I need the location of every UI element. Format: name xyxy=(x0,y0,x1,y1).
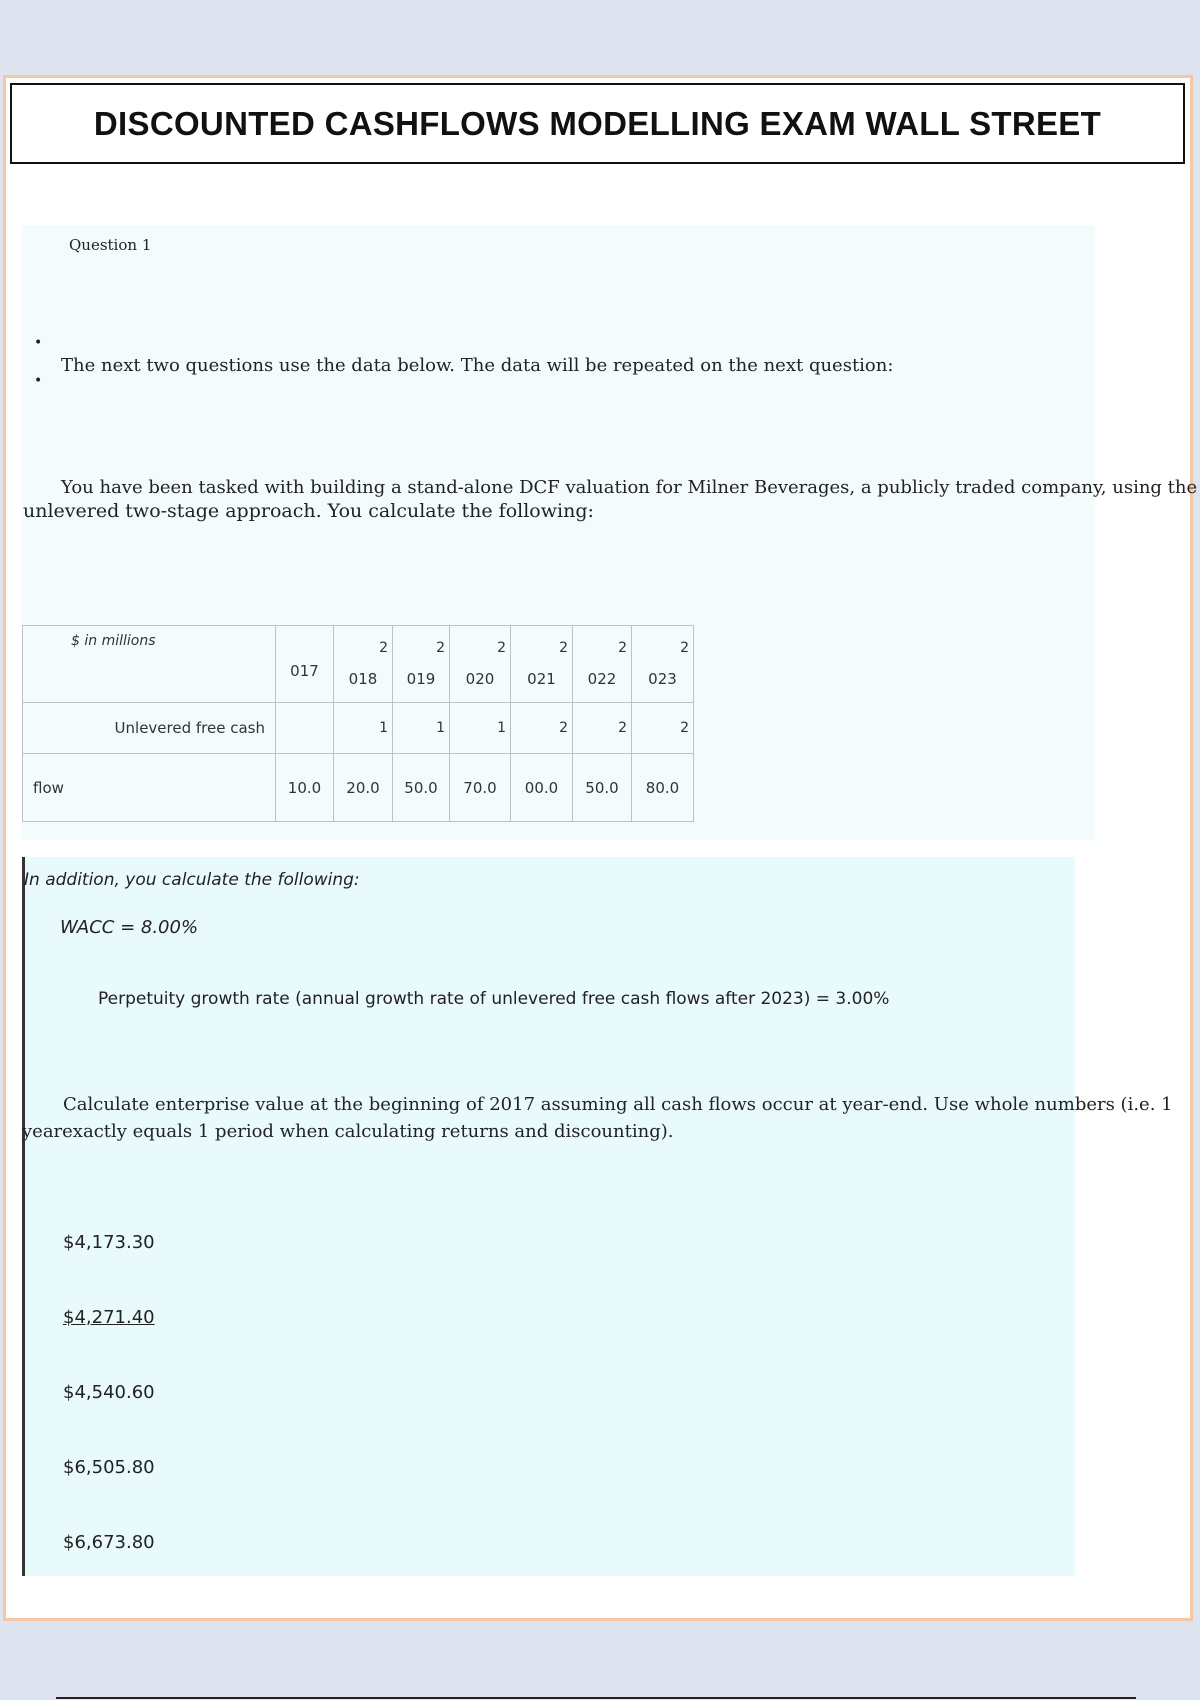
task-text-line-2: unlevered two-stage approach. You calculate the following: xyxy=(23,500,594,522)
cell: 50.0 xyxy=(393,754,450,822)
answer-option-3[interactable]: $4,540.60 xyxy=(63,1382,155,1403)
unit-label: $ in millions xyxy=(23,626,276,703)
calc-text-line-1: Calculate enterprise value at the beginning of 2017 assuming all cash flows occur at year-end. Use whole numbers (i.e. 1 xyxy=(63,1094,1173,1115)
row-label: Unlevered free cash xyxy=(23,703,276,754)
calc-text-line-2: yearexactly equals 1 period when calculating returns and discounting). xyxy=(22,1121,674,1142)
row-label: flow xyxy=(23,754,276,822)
cell: 10.0 xyxy=(276,754,334,822)
cell: 2 xyxy=(573,703,632,754)
answer-option-5[interactable]: $6,673.80 xyxy=(63,1532,155,1553)
year-cell: 2 020 xyxy=(450,626,511,703)
footer-divider xyxy=(56,1697,1136,1699)
table-row xyxy=(23,754,694,822)
cell: 2 xyxy=(511,703,573,754)
year-cell: 2 023 xyxy=(632,626,694,703)
year-cell: 2 018 xyxy=(334,626,393,703)
year-cell: 2 019 xyxy=(393,626,450,703)
year-cell: 017 xyxy=(276,626,334,703)
task-text-line-1: You have been tasked with building a stand-alone DCF valuation for Milner Beverages, a publicly traded company, using the xyxy=(61,477,1198,498)
cell: 2 xyxy=(632,703,694,754)
cashflow-table xyxy=(22,625,694,822)
cell: 70.0 xyxy=(450,754,511,822)
cell xyxy=(276,703,334,754)
cell: 1 xyxy=(450,703,511,754)
cell: 80.0 xyxy=(632,754,694,822)
year-cell: 2 021 xyxy=(511,626,573,703)
cell: 1 xyxy=(334,703,393,754)
page-title: DISCOUNTED CASHFLOWS MODELLING EXAM WALL STREET xyxy=(93,104,1102,142)
title-box xyxy=(10,83,1185,164)
cell: 20.0 xyxy=(334,754,393,822)
table-header-row xyxy=(23,626,694,703)
answer-option-4[interactable]: $6,505.80 xyxy=(63,1457,155,1478)
question-label: Question 1 xyxy=(69,236,152,254)
cell: 1 xyxy=(393,703,450,754)
year-cell: 2 022 xyxy=(573,626,632,703)
bullet-icon: • xyxy=(34,373,43,389)
addition-text: In addition, you calculate the following: xyxy=(24,870,360,890)
intro-text: The next two questions use the data below. The data will be repeated on the next question: xyxy=(61,355,894,376)
answer-option-2[interactable]: $4,271.40 xyxy=(63,1307,155,1328)
table-row xyxy=(23,703,694,754)
perpetuity-text: Perpetuity growth rate (annual growth rate of unlevered free cash flows after 2023) = 3.00% xyxy=(98,989,890,1009)
wacc-text: WACC = 8.00% xyxy=(60,917,199,938)
answer-panel xyxy=(22,857,1075,1576)
cell: 00.0 xyxy=(511,754,573,822)
bullet-icon: • xyxy=(34,335,43,351)
answer-option-1[interactable]: $4,173.30 xyxy=(63,1232,155,1253)
cell: 50.0 xyxy=(573,754,632,822)
